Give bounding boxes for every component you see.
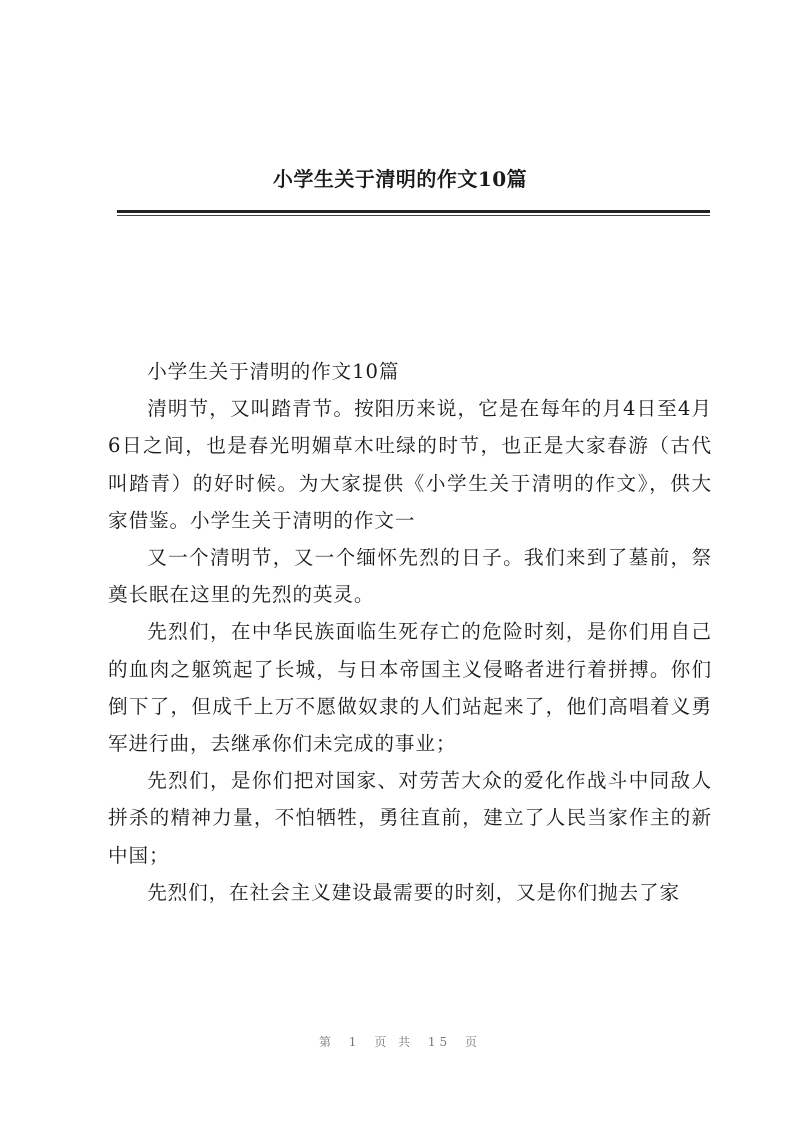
footer-label-page: 第 bbox=[318, 1035, 335, 1049]
footer-label-pages: 页 bbox=[465, 1035, 482, 1049]
paragraph-intro: 清明节，又叫踏青节。按阳历来说，它是在每年的月4日至4月6日之间，也是春光明媚草木吐绿的时节，也正是大家春游（古代叫踏青）的好时候。为大家提供《小学生关于清明的作文》，供大家借鉴。小学生关于清明的作文一 bbox=[108, 397, 712, 532]
footer-label-of: 页 共 bbox=[374, 1035, 415, 1049]
paragraph-martyrs-3: 先烈们，在社会主义建设最需要的时刻，又是你们抛去了家 bbox=[147, 880, 681, 904]
page-header-title: 小学生关于清明的作文10篇 bbox=[272, 167, 528, 191]
document-body bbox=[108, 353, 712, 911]
paragraph-tomb: 又一个清明节，又一个缅怀先烈的日子。我们来到了墓前，祭奠长眠在这里的先烈的英灵。 bbox=[108, 546, 712, 607]
header-divider bbox=[117, 210, 710, 213]
paragraph-title: 小学生关于清明的作文10篇 bbox=[147, 360, 400, 383]
footer-current-page: 1 bbox=[348, 1035, 361, 1049]
paragraph-martyrs-2: 先烈们，是你们把对国家、对劳苦大众的爱化作战斗中同敌人拼杀的精神力量，不怕牺牲，勇往直前，建立了人民当家作主的新中国； bbox=[108, 769, 712, 867]
footer-total-pages: 15 bbox=[427, 1035, 452, 1049]
paragraph-martyrs-1: 先烈们，在中华民族面临生死存亡的危险时刻，是你们用自己的血肉之躯筑起了长城，与日本帝国主义侵略者进行着拼搏。你们倒下了，但成千上万不愿做奴隶的人们站起来了，他们高唱着义勇军进行曲，去继承你们未完成的事业； bbox=[108, 620, 712, 756]
page-footer bbox=[0, 1033, 800, 1050]
